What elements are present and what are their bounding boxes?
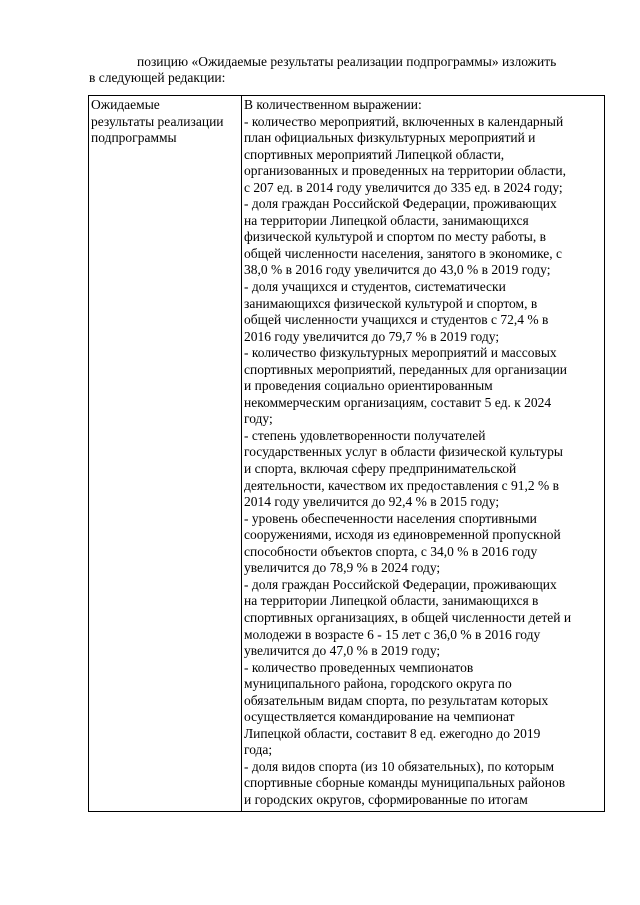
content-line: на территории Липецкой области, занимающихся в	[244, 593, 539, 609]
content-line: физической культурой и спортом по месту работы, в	[244, 229, 546, 245]
label-cell	[89, 96, 242, 812]
content-line: Липецкой области, составит 8 ед. ежегодно до 2019	[244, 725, 541, 741]
content-line: 38,0 % в 2016 году увеличится до 43,0 % в 2019 году;	[244, 262, 551, 278]
content-line: организованных и проведенных на территории области,	[244, 163, 567, 179]
content-line: и городских округов, сформированные по итогам	[244, 791, 528, 807]
content-line: план официальных физкультурных мероприятий и	[244, 130, 536, 146]
content-line: году;	[244, 411, 273, 427]
content-line: сооружениями, исходя из единовременной пропускной	[244, 527, 561, 543]
label-line: Ожидаемые	[91, 97, 160, 112]
content-cell	[242, 96, 605, 812]
content-line: некоммерческим организациям, составит 5 ед. к 2024	[244, 394, 552, 410]
content-line: года;	[244, 742, 273, 758]
content-line: - уровень обеспеченности населения спортивными	[244, 510, 537, 526]
expected-results-table	[88, 95, 605, 812]
content-line: занимающихся физической культурой и спортом, в	[244, 295, 538, 311]
label-line: подпрограммы	[91, 130, 177, 146]
content-line: - количество мероприятий, включенных в календарный	[244, 113, 564, 129]
content-line: - доля граждан Российской Федерации, проживающих	[244, 196, 557, 212]
content-line: спортивных мероприятий, переданных для организации	[244, 361, 567, 377]
intro-line-2: в следующей редакции:	[89, 70, 226, 85]
content-line: спортивных мероприятий Липецкой области,	[244, 146, 505, 162]
intro-line-1: позицию «Ожидаемые результаты реализации подпрограммы» изложить	[137, 54, 557, 69]
content-line: - доля граждан Российской Федерации, проживающих	[244, 576, 557, 592]
content-line: осуществляется командирование на чемпионат	[244, 709, 515, 725]
content-line: и спорта, включая сферу предпринимательской	[244, 461, 517, 477]
content-line: - доля учащихся и студентов, систематически	[244, 279, 506, 295]
content-line: 2016 году увеличится до 79,7 % в 2019 году;	[244, 328, 500, 344]
content-line: - доля видов спорта (из 10 обязательных), по которым	[244, 758, 555, 774]
content-line: с 207 ед. в 2014 году увеличится до 335 ед. в 2024 году;	[244, 179, 563, 195]
content-line: способности объектов спорта, с 34,0 % в 2016 году	[244, 543, 538, 559]
content-line: обязательным видам спорта, по результатам которых	[244, 692, 549, 708]
content-line: В количественном выражении:	[244, 97, 422, 112]
content-line: увеличится до 78,9 % в 2024 году;	[244, 560, 441, 576]
content-line: общей численности учащихся и студентов с 72,4 % в	[244, 312, 549, 328]
content-line: спортивных организациях, в общей численности детей и	[244, 609, 572, 625]
content-line: - степень удовлетворенности получателей	[244, 427, 486, 443]
content-line: молодежи в возрасте 6 - 15 лет с 36,0 % в 2016 году	[244, 626, 541, 642]
content-line: общей численности населения, занятого в экономике, с	[244, 245, 563, 261]
content-line: спортивные сборные команды муниципальных районов	[244, 775, 566, 791]
label-line: результаты реализации	[91, 113, 224, 129]
table-row	[89, 96, 605, 812]
content-line: - количество проведенных чемпионатов	[244, 659, 474, 675]
content-line: муниципального района, городского округа по	[244, 676, 512, 692]
content-line: государственных услуг в области физической культуры	[244, 444, 563, 460]
content-line: увеличится до 47,0 % в 2019 году;	[244, 643, 441, 659]
content-line: деятельности, качеством их предоставления с 91,2 % в	[244, 477, 560, 493]
content-line: 2014 году увеличится до 92,4 % в 2015 году;	[244, 494, 500, 510]
content-line: и проведения социально ориентированным	[244, 378, 493, 394]
content-line: - количество физкультурных мероприятий и массовых	[244, 345, 557, 361]
content-line: на территории Липецкой области, занимающихся	[244, 212, 529, 228]
intro-paragraph	[89, 54, 609, 86]
